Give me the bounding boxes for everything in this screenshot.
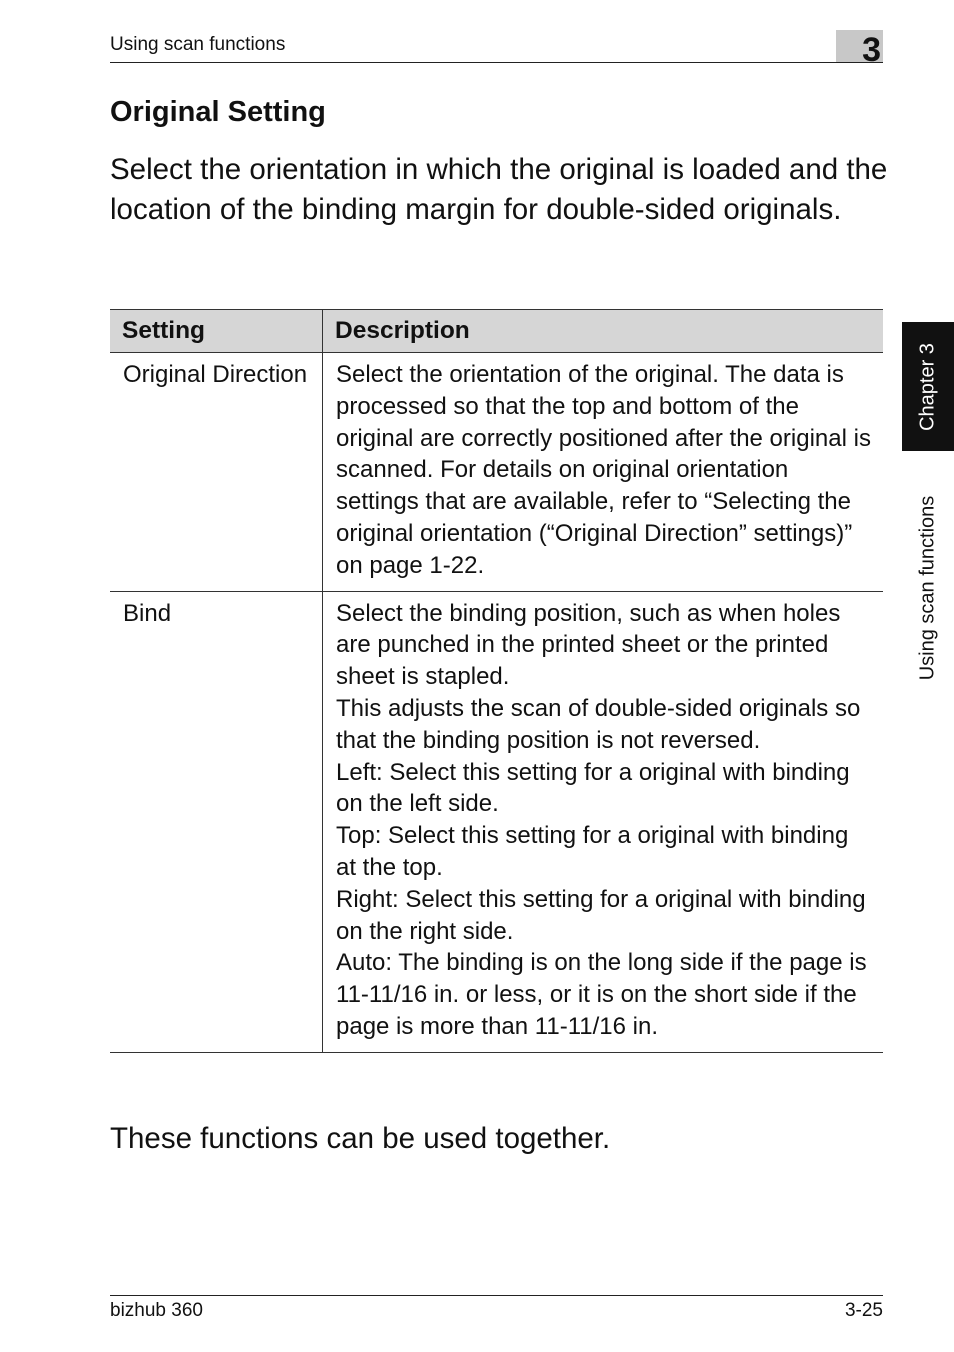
description-line: Auto: The binding is on the long side if the page is 11-11/16 in. or less, or it is on the short side if the page is more than 11-11/16 in. bbox=[336, 949, 867, 1040]
chapter-number-box bbox=[836, 30, 883, 69]
chapter-side-tab-label: Chapter 3 bbox=[916, 342, 939, 431]
footer-page-number: 3-25 bbox=[844, 1300, 883, 1321]
description-line: Select the orientation of the original. The data is processed so that the top and bottom of the original are correctly positioned after the original is scanned. For details on original orientation settings that are available, refer to “Selecting the original orientation (“Original Direction” settings)” on page 1-22. bbox=[336, 361, 871, 579]
chapter-number: 3 bbox=[862, 31, 881, 69]
settings-table bbox=[110, 309, 883, 1053]
section-title: Original Setting bbox=[110, 96, 326, 128]
description-line: Right: Select this setting for a original with binding on the right side. bbox=[336, 885, 866, 945]
header-rule bbox=[110, 62, 883, 63]
column-header-description: Description bbox=[323, 310, 884, 353]
table-row bbox=[110, 353, 883, 592]
section-side-tab-label: Using scan functions bbox=[916, 495, 939, 680]
chapter-side-tab bbox=[902, 322, 954, 451]
description-line: Left: Select this setting for a original with binding on the left side. bbox=[336, 758, 850, 818]
table-header-row bbox=[110, 310, 883, 353]
footer-product: bizhub 360 bbox=[110, 1300, 203, 1321]
setting-name: Bind bbox=[110, 591, 323, 1052]
table-row bbox=[110, 591, 883, 1052]
description-line: This adjusts the scan of double-sided originals so that the binding position is not reversed. bbox=[336, 694, 861, 754]
setting-name: Original Direction bbox=[110, 353, 323, 592]
section-side-tab bbox=[902, 470, 954, 705]
setting-description bbox=[323, 353, 884, 592]
setting-description bbox=[323, 591, 884, 1052]
description-line: Select the binding position, such as when holes are punched in the printed sheet or the printed sheet is stapled. bbox=[336, 599, 841, 691]
running-header: Using scan functions bbox=[110, 34, 286, 55]
column-header-setting: Setting bbox=[110, 310, 323, 353]
intro-paragraph: Select the orientation in which the original is loaded and the location of the binding margin for double-sided originals. bbox=[110, 153, 888, 226]
footer-rule bbox=[110, 1295, 883, 1296]
closing-note: These functions can be used together. bbox=[110, 1122, 611, 1155]
description-line: Top: Select this setting for a original with binding at the top. bbox=[336, 822, 849, 881]
